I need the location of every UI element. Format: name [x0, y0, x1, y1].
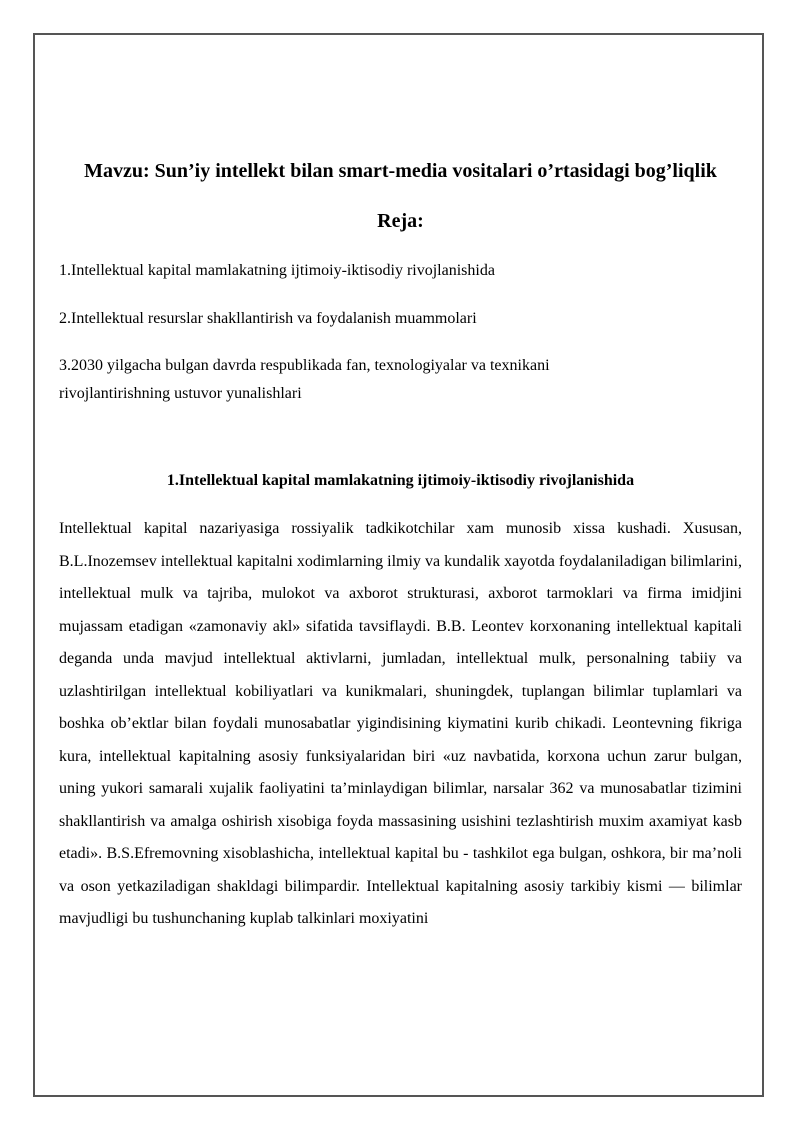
- plan-item: 3.2030 yilgacha bulgan davrda respublikada fan, texnologiyalar va texnikani rivojlantirishning ustuvor yunalishlari: [59, 357, 550, 402]
- document-title: Mavzu: Sun’iy intellekt bilan smart-media vositalari o’rtasidagi bog’liqlik: [84, 160, 717, 182]
- section-heading: 1.Intellektual kapital mamlakatning ijtimoiy-iktisodiy rivojlanishida: [166, 472, 635, 489]
- plan-list: [59, 256, 742, 426]
- plan-heading: Reja:: [377, 210, 424, 232]
- plan-item: 2.Intellektual resurslar shakllantirish va foydalanish muammolari: [59, 310, 477, 327]
- plan-item: 1.Intellektual kapital mamlakatning ijtimoiy-iktisodiy rivojlanishida: [59, 262, 495, 279]
- body-paragraph: Intellektual kapital nazariyasiga rossiyalik tadkikotchilar xam munosib xissa kushadi. Xususan, B.L.Inozemsev intellektual kapitalni xodimlarning ilmiy va kundalik xayotda foydalaniladigan bilimlarini, intellektual mulk va tajriba, mulokot va axborot strukturasi, axborot tarmoklari va firma imidjini mujassam etadigan «zamonaviy akl» sifatida tavsiflaydi. B.B. Leontev korxonaning intellektual kapitali deganda unda mavjud intellektual aktivlarni, jumladan, intellektual mulk, personalning tabiiy va uzlashtirilgan intellektual kobiliyatlari va kunikmalari, shuningdek, tuplangan bilimlar tuplamlari va boshka ob’ektlar bilan foydali munosabatlar yigindisining kiymatini kurib chikadi. Leontevning fikriga kura, intellektual kapitalning asosiy funksiyalaridan biri «uz navbatida, korxona uchun zarur bulgan, uning yukori samarali xujalik faoliyatini ta’minlaydigan bilimlar, narsalar 362 va munosabatlar tizimini shakllantirish va amalga oshirish xisobiga foyda massasining usishini tezlashtirish muxim axamiyat kasb etadi». B.S.Efremovning xisoblashicha, intellektual kapital bu - tashkilot ega bulgan, oshkora, bir ma’noli va oson yetkaziladigan shakldagi bilimpardir. Intellektual kapitalning asosiy tarkibiy kismi — bilimlar mavjudligi bu tushunchaning kuplab talkinlari moxiyatini: [59, 520, 742, 927]
